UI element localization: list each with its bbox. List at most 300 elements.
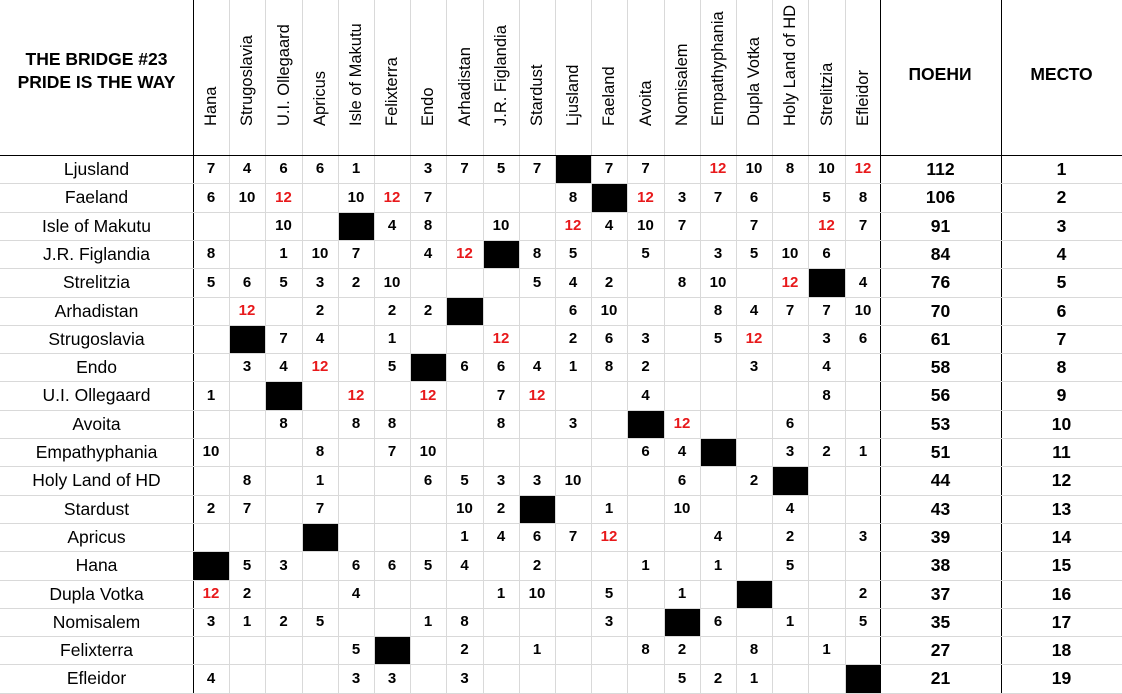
score-cell	[229, 381, 265, 410]
score-cell	[555, 580, 591, 608]
score-cell	[700, 636, 736, 664]
score-cell: 2	[749, 472, 759, 489]
score-cell: 3	[279, 557, 288, 574]
self-vote-cell	[736, 580, 772, 608]
column-header-label: Avoita	[636, 80, 655, 126]
score-cell	[410, 495, 446, 523]
score-cell	[374, 608, 410, 636]
score-cell: 3	[568, 415, 578, 432]
score-cell: 2	[242, 585, 252, 602]
score-cell	[193, 466, 229, 495]
score-cell	[265, 636, 302, 664]
score-cell: 1	[279, 245, 288, 262]
points-cell: 37	[930, 584, 951, 604]
points-cell: 27	[930, 640, 951, 660]
score-cell: 10	[709, 274, 727, 291]
score-cell	[483, 664, 519, 693]
score-cell: 4	[279, 358, 288, 375]
score-cell	[338, 297, 374, 325]
table-title	[0, 48, 193, 94]
score-cell: 7	[387, 443, 397, 460]
score-cell	[845, 381, 881, 410]
score-cell: 2	[822, 443, 831, 460]
score-cell: 8	[496, 415, 506, 432]
place-cell: 6	[1056, 301, 1067, 321]
self-vote-cell	[446, 297, 483, 325]
score-cell: 8	[351, 415, 361, 432]
row-country-name: Avoita	[72, 414, 121, 434]
column-header-label: Isle of Makutu	[347, 23, 365, 126]
score-cell: 8	[604, 358, 614, 375]
column-header-label: Efleidor	[854, 70, 872, 126]
score-cell: 4	[423, 245, 433, 262]
score-cell: 8	[387, 415, 397, 432]
score-cell	[845, 551, 881, 580]
row-divider	[0, 381, 1122, 382]
score-cell	[519, 183, 555, 212]
score-cell: 6	[351, 557, 361, 574]
score-cell: 7	[460, 160, 469, 177]
score-cell: 3	[677, 189, 687, 206]
score-cell	[338, 523, 374, 551]
column-header	[374, 0, 410, 154]
place-header: МЕСТО	[1030, 64, 1093, 84]
score-cell: 8	[279, 415, 288, 432]
score-cell	[483, 551, 519, 580]
score-cell: 7	[532, 160, 542, 177]
row-country-name: Isle of Makutu	[42, 216, 151, 236]
score-cell: 4	[713, 528, 723, 545]
place-cell: 17	[1051, 612, 1072, 632]
score-cell	[446, 325, 483, 353]
score-cell: 10	[528, 585, 546, 602]
row-country-name: Faeland	[64, 187, 129, 207]
score-cell: 12	[492, 330, 510, 347]
score-cell: 5	[315, 613, 325, 630]
column-divider	[265, 0, 266, 693]
score-cell	[591, 410, 627, 438]
score-cell	[845, 495, 881, 523]
score-cell: 6	[568, 302, 578, 319]
score-cell: 3	[315, 274, 325, 291]
score-cell	[446, 410, 483, 438]
score-cell	[229, 438, 265, 466]
column-header-label: Strelitzia	[817, 62, 836, 126]
score-cell: 2	[460, 641, 469, 658]
column-divider	[591, 0, 592, 693]
score-cell: 6	[496, 358, 506, 375]
score-cell: 1	[423, 613, 433, 630]
place-cell: 16	[1051, 584, 1072, 604]
self-vote-cell	[374, 636, 410, 664]
score-cell: 3	[785, 443, 795, 460]
score-cell	[374, 580, 410, 608]
score-cell: 7	[242, 500, 252, 517]
column-header-label: Endo	[419, 87, 437, 126]
score-cell	[700, 466, 736, 495]
score-cell: 6	[532, 528, 542, 545]
score-cell: 10	[202, 443, 220, 460]
score-cell	[591, 664, 627, 693]
score-cell: 5	[351, 641, 361, 658]
score-cell: 12	[673, 415, 691, 432]
score-cell: 2	[351, 274, 361, 291]
column-divider	[736, 0, 737, 693]
row-divider	[0, 580, 1122, 581]
score-cell: 3	[242, 358, 252, 375]
score-cell	[627, 580, 664, 608]
score-cell: 12	[854, 160, 872, 177]
score-cell: 10	[673, 500, 691, 517]
score-cell	[555, 438, 591, 466]
score-cell: 2	[568, 330, 578, 347]
score-cell: 7	[568, 528, 578, 545]
row-divider	[0, 212, 1122, 213]
column-header-label: Hana	[202, 86, 220, 126]
points-cell: 84	[930, 244, 951, 264]
points-cell: 44	[930, 470, 951, 490]
column-divider	[374, 0, 375, 693]
column-header	[410, 0, 446, 154]
score-cell	[627, 664, 664, 693]
score-cell	[519, 297, 555, 325]
score-cell	[410, 580, 446, 608]
score-cell	[772, 636, 808, 664]
score-cell	[193, 353, 229, 381]
score-cell: 2	[858, 585, 868, 602]
score-cell: 8	[713, 302, 723, 319]
score-cell	[265, 580, 302, 608]
score-cell: 10	[383, 274, 401, 291]
score-cell: 3	[532, 472, 542, 489]
score-cell	[302, 580, 338, 608]
score-cell	[338, 608, 374, 636]
score-cell	[302, 183, 338, 212]
score-cell: 7	[315, 500, 325, 517]
score-cell: 6	[858, 330, 868, 347]
row-divider	[0, 664, 1122, 665]
score-cell: 3	[858, 528, 868, 545]
score-cell: 1	[387, 330, 397, 347]
score-cell: 4	[641, 387, 650, 404]
score-cell: 3	[351, 670, 361, 687]
score-cell: 12	[456, 245, 473, 262]
score-cell: 5	[460, 472, 469, 489]
score-cell	[664, 353, 700, 381]
score-cell: 7	[713, 189, 723, 206]
score-cell: 5	[677, 670, 687, 687]
row-country-name: J.R. Figlandia	[43, 244, 150, 264]
score-cell: 8	[315, 443, 325, 460]
score-cell	[519, 410, 555, 438]
score-cell: 8	[858, 189, 868, 206]
row-country-name: Hana	[75, 555, 118, 575]
score-cell	[410, 664, 446, 693]
score-cell: 5	[532, 274, 542, 291]
column-header	[229, 0, 265, 154]
score-cell: 3	[641, 330, 650, 347]
score-cell	[374, 495, 410, 523]
score-cell: 4	[677, 443, 687, 460]
score-cell	[664, 381, 700, 410]
score-cell: 12	[311, 358, 329, 375]
score-cell: 1	[641, 557, 650, 574]
score-cell: 8	[677, 274, 687, 291]
score-cell: 1	[568, 358, 578, 375]
score-cell	[483, 297, 519, 325]
score-cell: 12	[528, 387, 546, 404]
place-cell: 14	[1051, 527, 1072, 547]
points-cell: 112	[926, 159, 955, 179]
score-cell: 6	[387, 557, 397, 574]
score-cell	[483, 438, 519, 466]
self-vote-cell	[265, 381, 302, 410]
score-cell	[302, 410, 338, 438]
score-cell: 8	[423, 217, 433, 234]
score-cell: 6	[279, 160, 288, 177]
place-cell: 3	[1056, 216, 1067, 236]
score-cell: 5	[242, 557, 252, 574]
score-cell: 12	[564, 217, 582, 234]
score-cell: 3	[206, 613, 216, 630]
points-cell: 53	[930, 414, 951, 434]
score-cell: 3	[460, 670, 469, 687]
place-cell: 5	[1056, 272, 1067, 292]
score-cell: 4	[604, 217, 614, 234]
score-cell: 4	[206, 670, 216, 687]
column-divider	[555, 0, 556, 693]
row-country-name: Holy Land of HD	[32, 470, 161, 490]
score-cell: 7	[351, 245, 361, 262]
column-header-label: J.R. Figlandia	[492, 25, 510, 126]
score-cell	[808, 551, 845, 580]
column-divider	[880, 0, 881, 693]
score-cell: 5	[423, 557, 433, 574]
points-cell: 61	[930, 329, 951, 349]
self-vote-cell	[664, 608, 700, 636]
score-cell: 8	[749, 641, 759, 658]
score-cell: 7	[677, 217, 687, 234]
score-cell: 6	[677, 472, 687, 489]
score-cell	[229, 240, 265, 268]
column-header	[446, 0, 483, 154]
score-cell	[808, 664, 845, 693]
row-country-name: Empathyphania	[35, 442, 158, 462]
score-cell: 1	[713, 557, 723, 574]
score-cell	[374, 523, 410, 551]
place-cell: 18	[1051, 640, 1072, 660]
score-cell: 7	[785, 302, 795, 319]
score-cell: 2	[785, 528, 795, 545]
score-cell	[265, 523, 302, 551]
score-cell: 3	[423, 160, 433, 177]
score-cell: 6	[822, 245, 831, 262]
score-cell	[410, 325, 446, 353]
score-cell	[736, 438, 772, 466]
score-cell	[519, 438, 555, 466]
score-cell: 4	[785, 500, 795, 517]
self-vote-cell	[591, 183, 627, 212]
points-cell: 91	[930, 216, 951, 236]
score-cell: 12	[600, 528, 618, 545]
points-cell: 56	[930, 385, 951, 405]
score-cell: 8	[206, 245, 216, 262]
place-cell: 1	[1056, 159, 1067, 179]
score-cell: 12	[709, 160, 727, 177]
column-header	[845, 0, 881, 154]
points-cell: 39	[930, 527, 951, 547]
score-cell: 4	[496, 528, 506, 545]
score-cell: 8	[785, 160, 795, 177]
score-cell: 1	[604, 500, 614, 517]
score-cell	[483, 183, 519, 212]
score-cell: 4	[460, 557, 469, 574]
row-divider	[0, 183, 1122, 184]
score-cell	[193, 636, 229, 664]
score-cell	[410, 636, 446, 664]
score-cell	[772, 381, 808, 410]
score-cell: 4	[822, 358, 831, 375]
points-cell: 106	[925, 187, 956, 207]
score-cell	[808, 608, 845, 636]
column-header-label: Nomisalem	[673, 43, 691, 126]
self-vote-cell	[519, 495, 555, 523]
points-header: ПОЕНИ	[908, 64, 972, 84]
score-cell	[736, 608, 772, 636]
score-cell: 5	[604, 585, 614, 602]
score-cell: 7	[641, 160, 650, 177]
score-cell: 6	[423, 472, 433, 489]
place-cell: 8	[1056, 357, 1067, 377]
score-cell: 6	[242, 274, 252, 291]
score-cell	[302, 636, 338, 664]
row-country-name: Arhadistan	[54, 301, 139, 321]
column-header-label: Faeland	[600, 66, 618, 126]
score-cell	[265, 297, 302, 325]
score-cell: 4	[351, 585, 361, 602]
score-cell: 10	[347, 189, 365, 206]
score-cell: 5	[785, 557, 795, 574]
score-cell	[302, 551, 338, 580]
self-vote-cell	[772, 466, 808, 495]
score-cell: 2	[315, 302, 325, 319]
score-cell	[410, 523, 446, 551]
score-cell	[338, 353, 374, 381]
score-cell: 10	[781, 245, 799, 262]
score-cell: 2	[279, 613, 288, 630]
score-cell	[410, 410, 446, 438]
score-cell: 1	[822, 641, 831, 658]
score-cell	[736, 410, 772, 438]
column-divider	[446, 0, 447, 693]
score-cell: 2	[387, 302, 397, 319]
row-divider	[0, 495, 1122, 496]
score-cell	[845, 353, 881, 381]
score-cell	[555, 495, 591, 523]
score-cell	[374, 155, 410, 183]
column-header	[338, 0, 374, 154]
score-cell	[229, 212, 265, 240]
points-cell: 70	[930, 301, 951, 321]
row-divider	[0, 438, 1122, 439]
score-cell	[664, 155, 700, 183]
score-cell: 12	[781, 274, 799, 291]
points-cell: 43	[930, 499, 951, 519]
score-cell: 7	[496, 387, 506, 404]
score-cell	[555, 551, 591, 580]
place-cell: 15	[1051, 555, 1072, 575]
score-cell	[193, 523, 229, 551]
score-cell: 6	[785, 415, 795, 432]
column-divider	[845, 0, 846, 693]
column-header-label: Felixterra	[383, 57, 401, 126]
row-country-name: Dupla Votka	[49, 584, 144, 604]
score-cell	[265, 466, 302, 495]
score-cell: 12	[745, 330, 763, 347]
score-cell	[519, 212, 555, 240]
score-cell: 3	[749, 358, 759, 375]
title-line-1: THE BRIDGE #23	[25, 49, 168, 69]
self-vote-cell	[808, 268, 845, 297]
title-line-2: PRIDE IS THE WAY	[17, 72, 176, 92]
score-cell: 1	[242, 613, 252, 630]
score-cell: 12	[202, 585, 220, 602]
score-cell	[302, 664, 338, 693]
score-cell: 5	[387, 358, 397, 375]
score-cell	[265, 664, 302, 693]
column-divider	[338, 0, 339, 693]
score-cell: 1	[460, 528, 469, 545]
score-cell	[374, 240, 410, 268]
column-header-label: Strugoslavia	[238, 35, 256, 126]
score-cell	[555, 608, 591, 636]
score-cell: 12	[275, 189, 292, 206]
self-vote-cell	[229, 325, 265, 353]
column-divider	[664, 0, 665, 693]
score-cell	[229, 410, 265, 438]
points-cell: 58	[930, 357, 951, 377]
column-header	[193, 0, 229, 154]
score-cell	[845, 240, 881, 268]
score-cell: 4	[387, 217, 397, 234]
score-cell	[591, 551, 627, 580]
place-cell: 19	[1051, 668, 1072, 688]
score-cell	[338, 438, 374, 466]
column-header	[772, 0, 808, 154]
score-cell: 2	[641, 358, 650, 375]
score-cell	[193, 297, 229, 325]
score-cell	[555, 636, 591, 664]
self-vote-cell	[700, 438, 736, 466]
place-cell: 10	[1051, 414, 1072, 434]
column-divider	[700, 0, 701, 693]
score-cell: 12	[419, 387, 437, 404]
score-cell	[772, 212, 808, 240]
column-divider	[410, 0, 411, 693]
score-cell	[338, 325, 374, 353]
self-vote-cell	[555, 155, 591, 183]
score-cell: 4	[568, 274, 578, 291]
score-cell: 10	[818, 160, 835, 177]
row-country-name: Apricus	[67, 527, 126, 547]
row-country-name: Ljusland	[63, 159, 130, 179]
score-cell	[808, 410, 845, 438]
score-cell	[229, 523, 265, 551]
score-cell: 5	[496, 160, 506, 177]
row-country-name: Stardust	[63, 499, 130, 519]
self-vote-cell	[627, 410, 664, 438]
score-cell: 6	[206, 189, 216, 206]
